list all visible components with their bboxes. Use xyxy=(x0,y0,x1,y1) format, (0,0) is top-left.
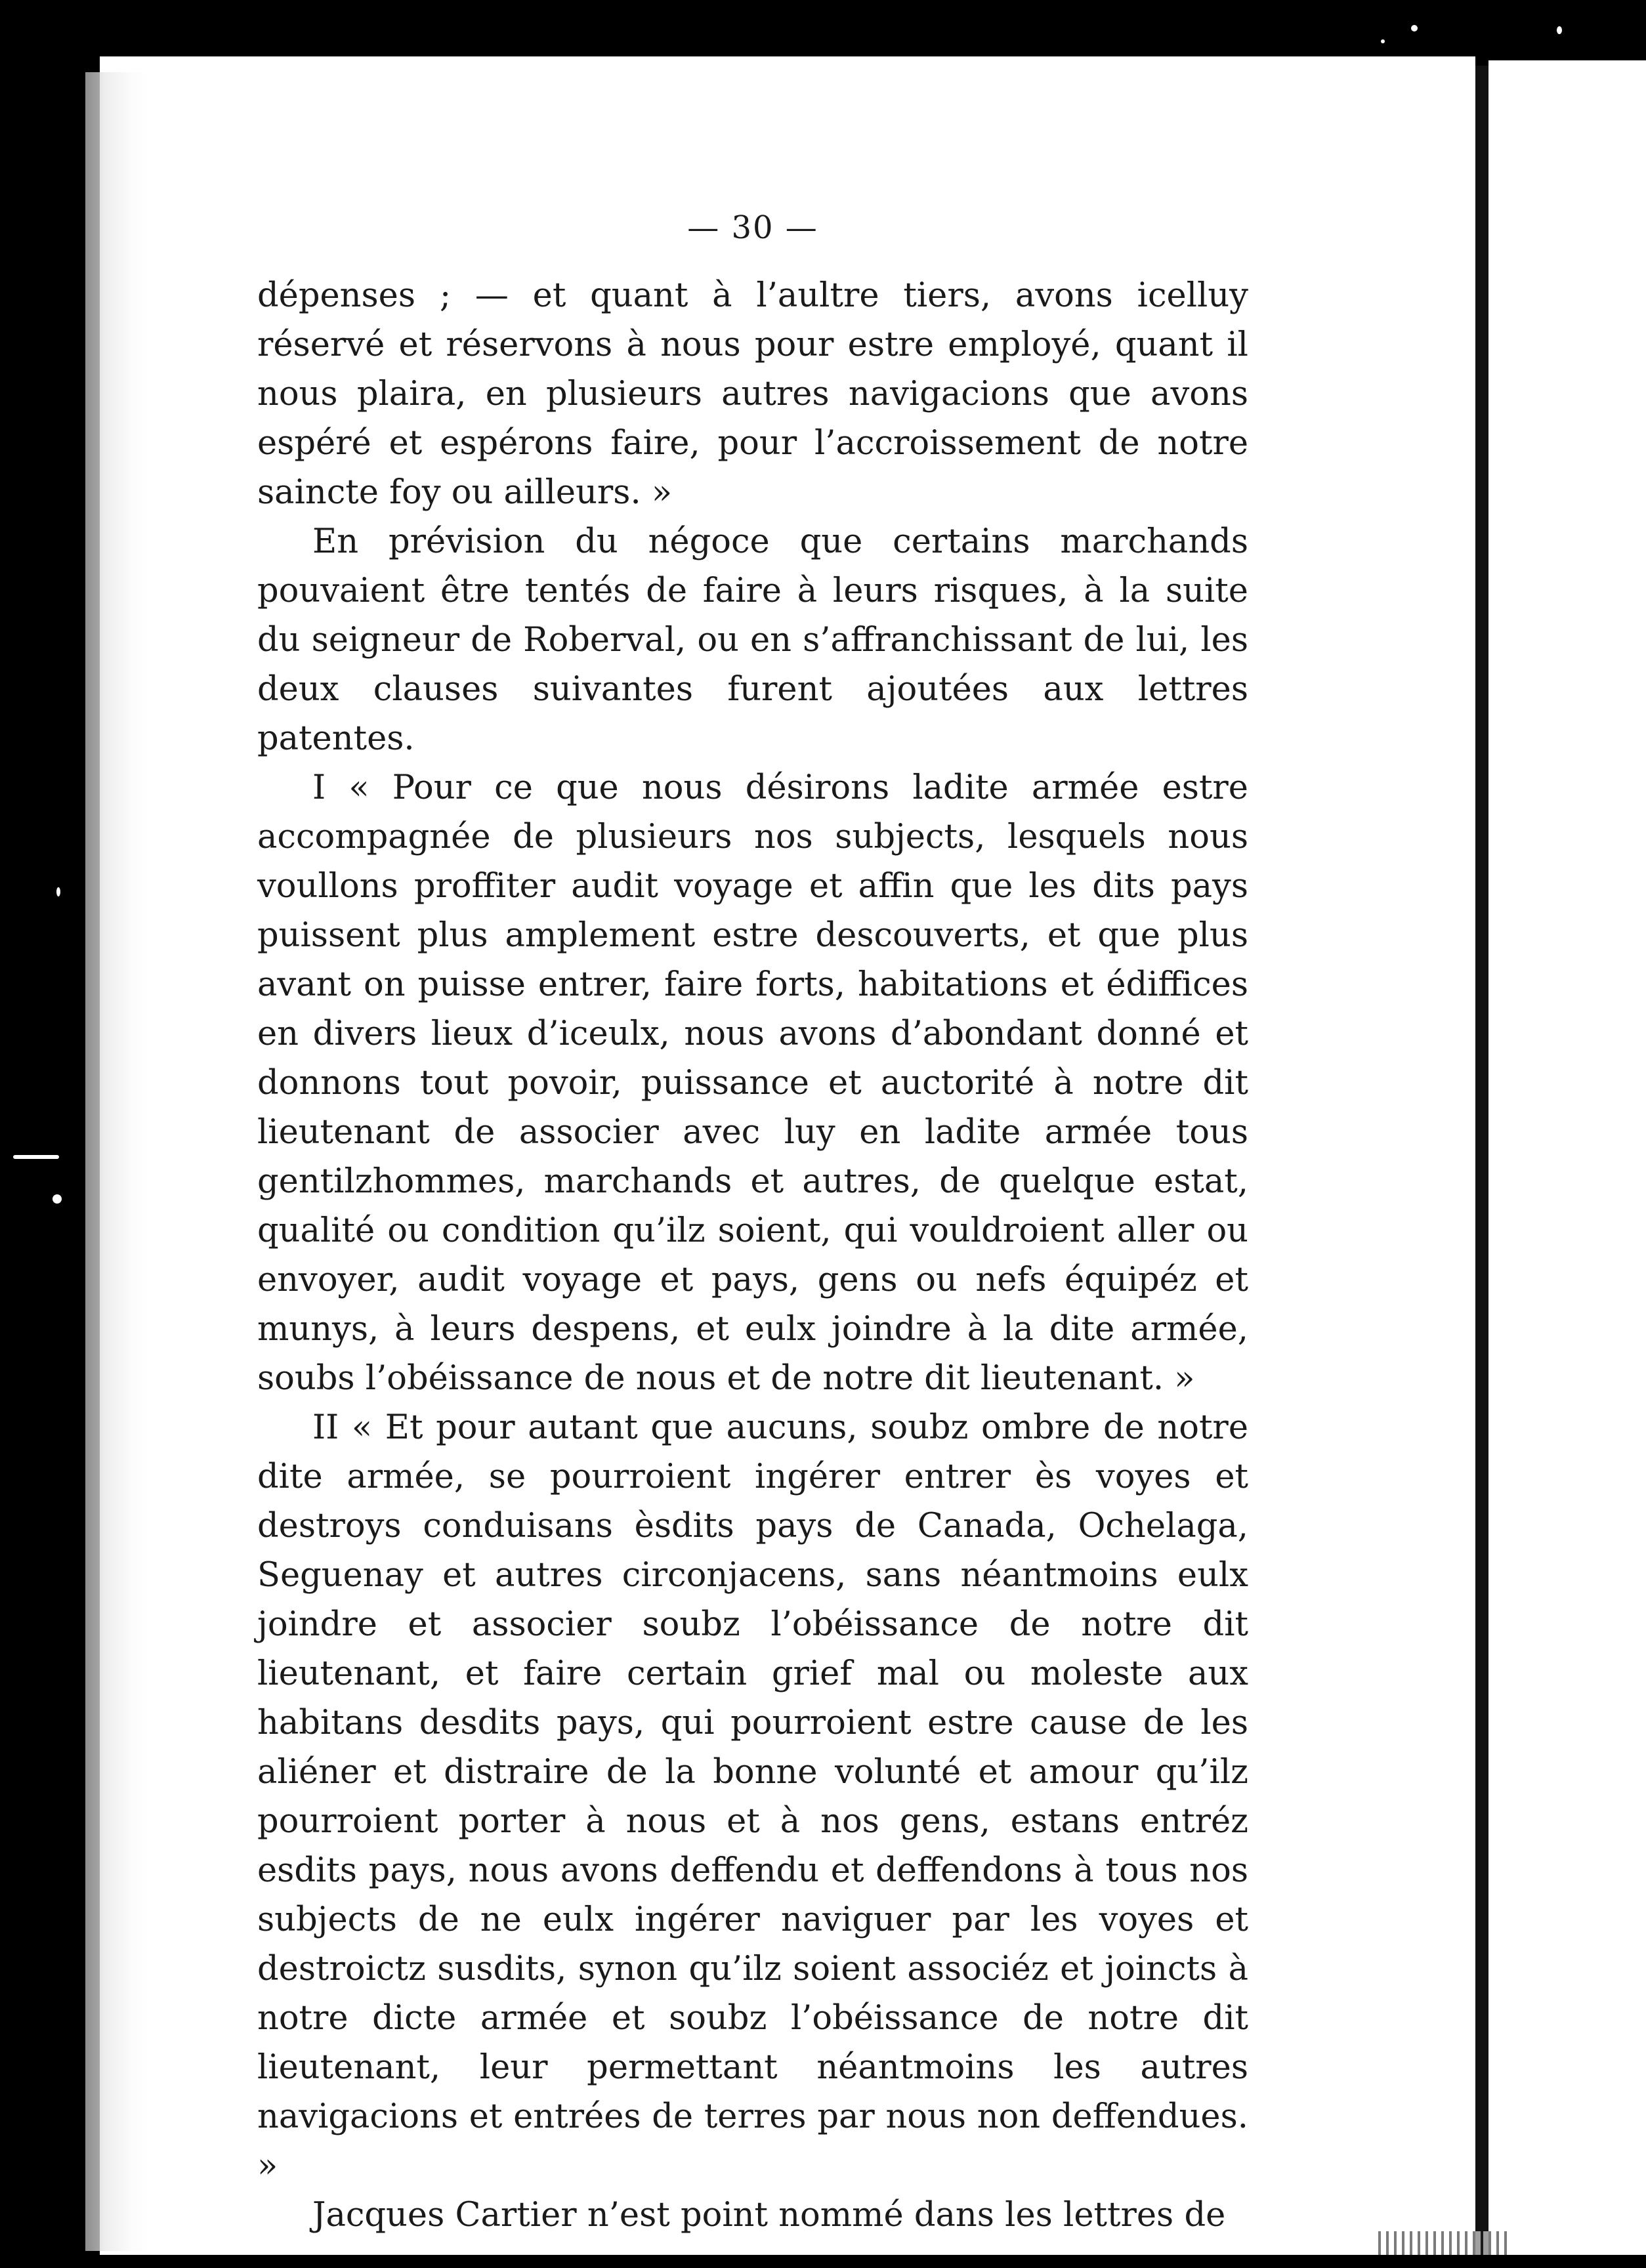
page-text xyxy=(257,203,1248,2240)
paragraph: I « Pour ce que nous désirons ladite armée estre accompagnée de plusieurs nos subjects, lesquels nous voullons proffiter audit voyage et affin que les dits pays puissent plus amplement estre descouverts, et que plus avant on puisse entrer, faire forts, habitations et édiffices en divers lieux d’iceulx, nous avons d’abondant donné et donnons tout povoir, puissance et auctorité à notre dit lieutenant de associer avec luy en ladite armée tous gentilzhommes, marchands et autres, de quelque estat, qualité ou condition qu’ilz soient, qui vouldroient aller ou envoyer, audit voyage et pays, gens ou nefs équipéz et munys, à leurs despens, et eulx joindre à la dite armée, soubs l’obéissance de nous et de notre dit lieutenant. » xyxy=(257,768,1248,1398)
scan-speck xyxy=(53,1194,62,1204)
paragraph: II « Et pour autant que aucuns, soubz ombre de notre dite armée, se pourroient ingérer entrer ès voyes et destroys conduisans èsdits pays de Canada, Ochelaga, Seguenay et autres circonjacens, sans néantmoins eulx joindre et associer soubz l’obéissance de notre dit lieutenant, et faire certain grief mal ou moleste aux habitans desdits pays, qui pourroient estre cause de les aliéner et distraire de la bonne volunté et amour qu’ilz pourroient porter à nous et à nos gens, estans entréz esdits pays, nous avons deffendu et deffendons à tous nos subjects de ne eulx ingérer naviguer par les voyes et destroictz susdits, synon qu’ilz soient associéz et joincts à notre dicte armée et soubz l’obéissance de notre dit lieutenant, leur permettant néantmoins les autres navigacions et entrées de terres par nous non deffendues. » xyxy=(257,1408,1248,2185)
scan-speck xyxy=(1557,26,1562,34)
page-number: — 30 — xyxy=(687,209,818,246)
paragraph: Jacques Cartier n’est point nommé dans les lettres de xyxy=(312,2196,1226,2235)
scan-speck xyxy=(56,887,60,896)
facing-page-edge xyxy=(1488,60,1646,2255)
page-edge-shading xyxy=(85,72,151,2251)
page-bottom-edge-marks xyxy=(1378,2231,1509,2255)
paragraph: En prévision du négoce que certains marchands pouvaient être tentés de faire à leurs risques, à la suite du seigneur de Roberval, ou en s’affranchissant de lui, les deux clauses suivantes furent ajoutées aux lettres patentes. xyxy=(257,522,1248,758)
scan-speck xyxy=(13,1155,59,1159)
scan-speck xyxy=(1381,39,1385,43)
scan-speck xyxy=(1411,25,1418,32)
paragraph: dépenses ; — et quant à l’aultre tiers, avons icelluy réservé et réservons à nous pour estre employé, quant il nous plaira, en plusieurs autres navigacions que avons espéré et espérons faire, pour l’accroissement de notre saincte foy ou ailleurs. » xyxy=(257,276,1248,512)
